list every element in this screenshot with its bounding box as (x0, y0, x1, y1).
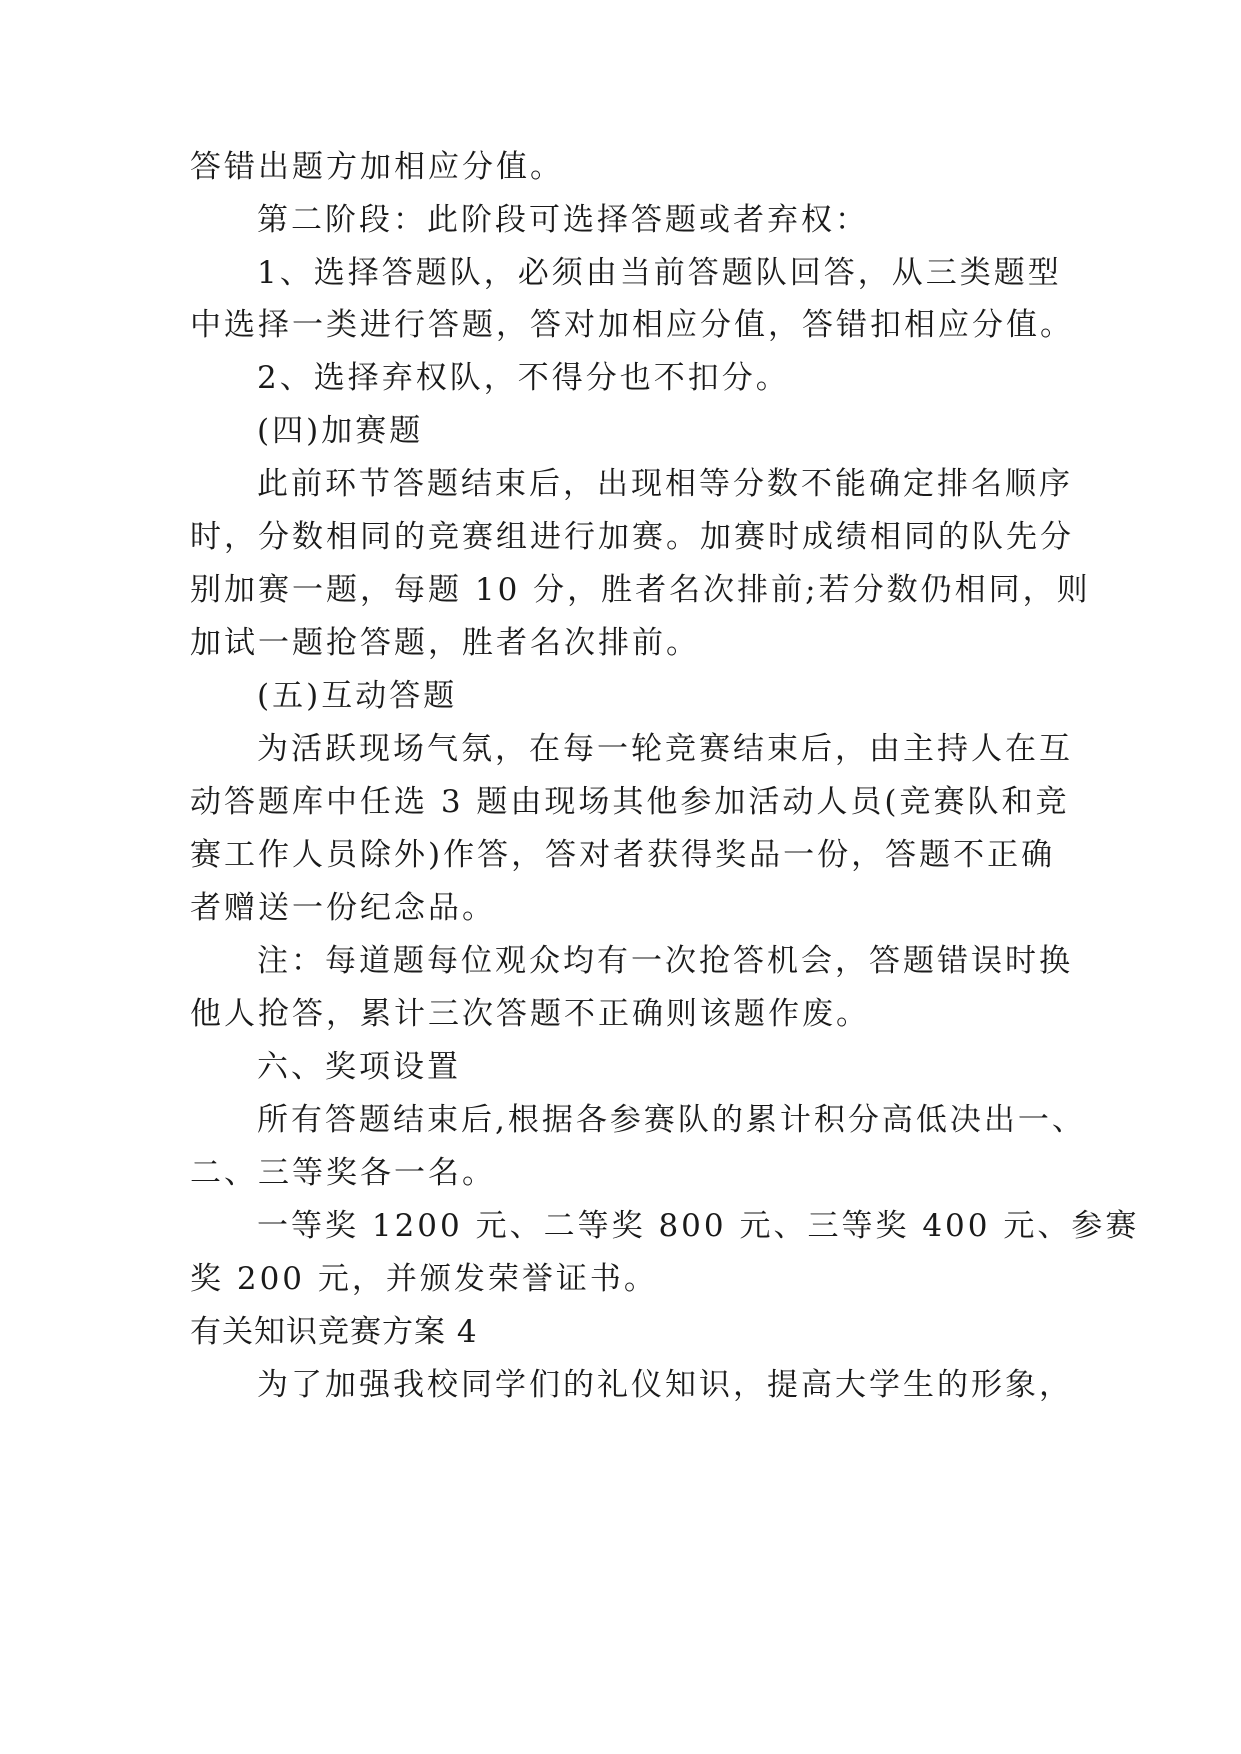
text-line: 赛工作人员除外)作答，答对者获得奖品一份，答题不正确 (190, 837, 1056, 873)
text-line: 加试一题抢答题，胜者名次排前。 (190, 625, 700, 661)
text-line: 一等奖 1200 元、二等奖 800 元、三等奖 400 元、参赛 (257, 1208, 1140, 1244)
text-line: 者赠送一份纪念品。 (190, 890, 496, 926)
section-heading: 六、奖项设置 (257, 1049, 461, 1085)
text-line: 注：每道题每位观众均有一次抢答机会，答题错误时换 (257, 943, 1073, 979)
text-line: 时，分数相同的竞赛组进行加赛。加赛时成绩相同的队先分 (190, 519, 1074, 555)
text-line: 第二阶段：此阶段可选择答题或者弃权： (257, 202, 869, 238)
text-line: 他人抢答，累计三次答题不正确则该题作废。 (190, 996, 870, 1032)
text-line: 为了加强我校同学们的礼仪知识，提高大学生的形象， (257, 1367, 1073, 1403)
text-line: 别加赛一题，每题 10 分，胜者名次排前;若分数仍相同，则 (190, 572, 1091, 608)
text-line: 为活跃现场气氛，在每一轮竞赛结束后，由主持人在互 (257, 731, 1073, 767)
text-line: 2、选择弃权队，不得分也不扣分。 (257, 360, 790, 396)
text-line: 此前环节答题结束后，出现相等分数不能确定排名顺序 (257, 466, 1073, 502)
document-title: 有关知识竞赛方案 4 (190, 1314, 478, 1350)
text-line: 动答题库中任选 3 题由现场其他参加活动人员(竞赛队和竞 (190, 784, 1070, 820)
text-line: 1、选择答题队，必须由当前答题队回答，从三类题型 (257, 255, 1062, 291)
text-line: 所有答题结束后,根据各参赛队的累计积分高低决出一、 (257, 1102, 1086, 1138)
section-heading: (五)互动答题 (257, 678, 458, 714)
text-line: 答错出题方加相应分值。 (190, 149, 564, 185)
text-line: 中选择一类进行答题，答对加相应分值，答错扣相应分值。 (190, 307, 1074, 343)
text-line: 二、三等奖各一名。 (190, 1155, 496, 1191)
section-heading: (四)加赛题 (257, 413, 424, 449)
text-line: 奖 200 元，并颁发荣誉证书。 (190, 1261, 658, 1297)
